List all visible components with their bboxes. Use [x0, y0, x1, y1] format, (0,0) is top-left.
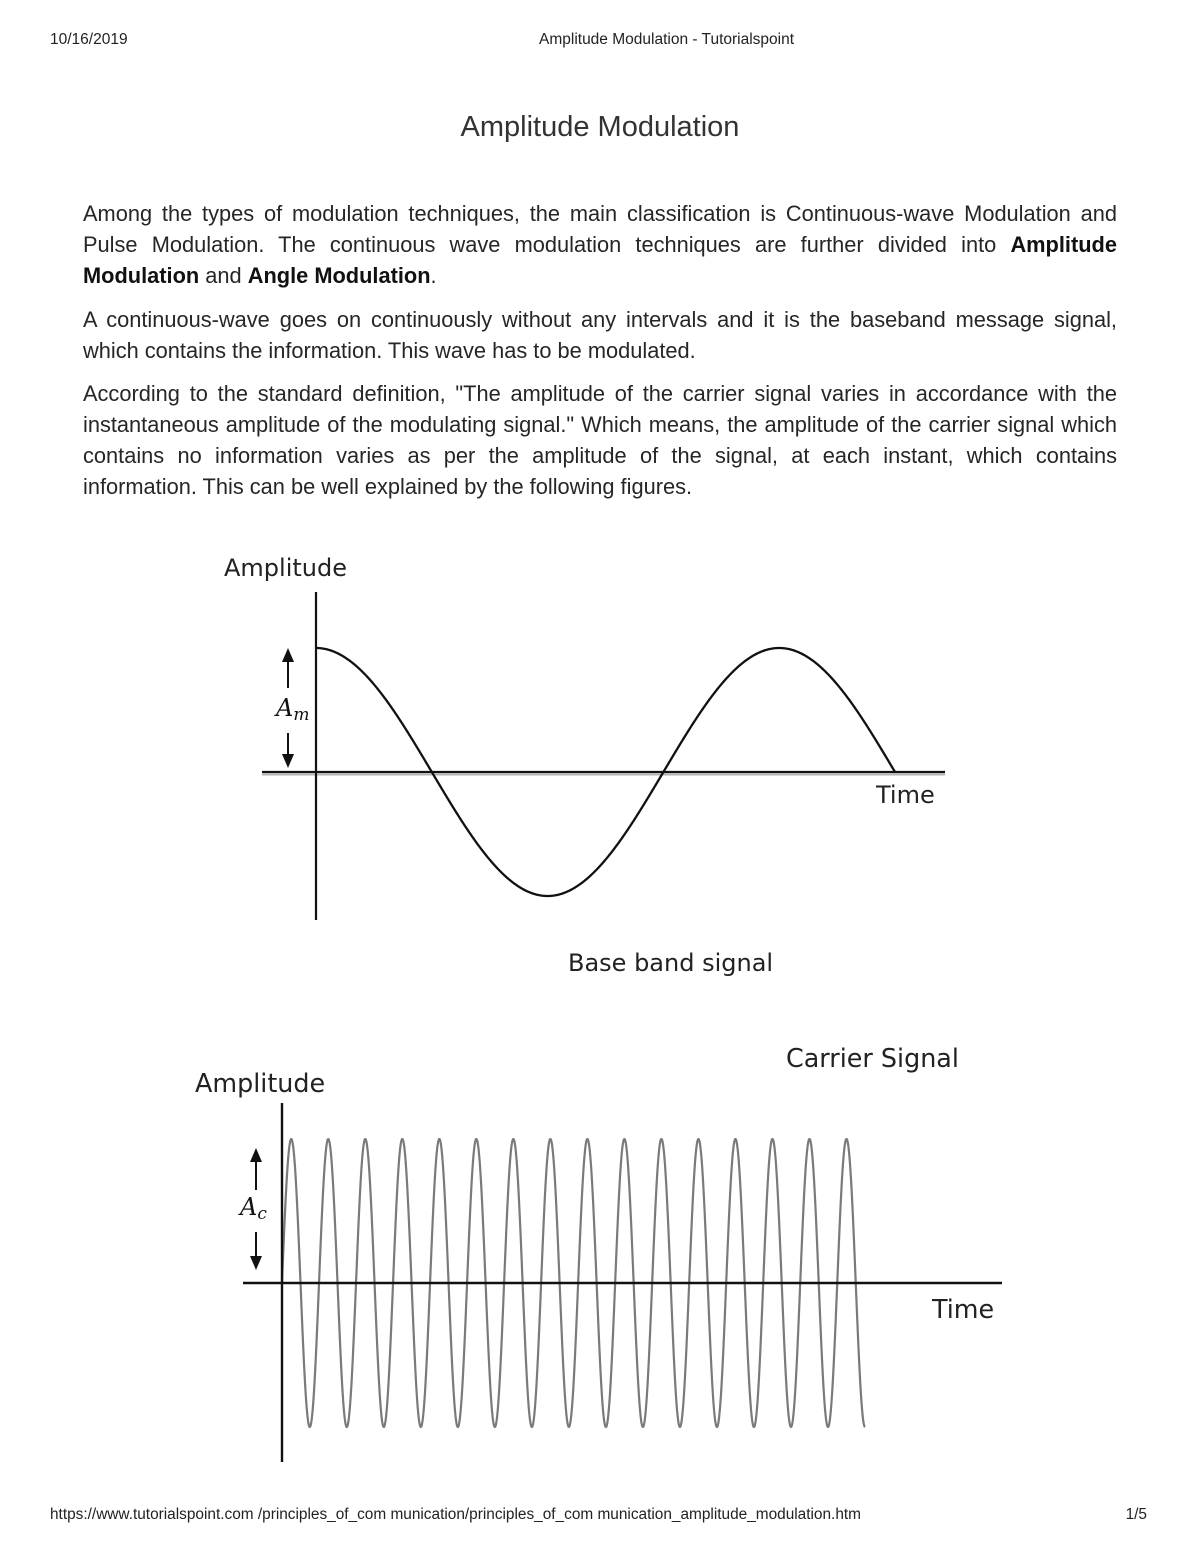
text-run: A continuous-wave goes on continuously without any intervals and it is the baseband message signal, — [83, 306, 1117, 332]
figure-caption: Base band signal — [568, 949, 774, 977]
paragraph-line — [83, 378, 1117, 409]
paragraph-line — [83, 229, 1117, 260]
amplitude-symbol-subscript: c — [257, 1204, 267, 1224]
article-title: Amplitude Modulation — [460, 111, 740, 143]
y-axis-label: Amplitude — [224, 554, 347, 582]
paragraph-line — [83, 409, 1117, 440]
carrier-signal-figure — [0, 1030, 1200, 1470]
amplitude-down-arrow-head — [250, 1256, 262, 1270]
text-run: Pulse Modulation. The continuous wave modulation techniques are further divided into — [83, 232, 1011, 257]
amplitude-down-arrow-head — [282, 754, 294, 768]
amplitude-symbol-letter: A — [276, 694, 294, 722]
text-run: which contains the information. This wave has to be modulated. — [83, 337, 696, 363]
paragraph-3 — [83, 378, 1117, 502]
text-run: and — [199, 263, 248, 288]
amplitude-symbol-am — [274, 694, 309, 725]
paragraph-2 — [83, 304, 1117, 366]
amplitude-up-arrow-head — [250, 1148, 262, 1162]
text-run: information. This can be well explained by the following figures. — [83, 474, 693, 499]
amplitude-up-arrow-head — [282, 648, 294, 662]
article-body — [83, 198, 1117, 515]
amplitude-symbol-ac — [238, 1193, 267, 1224]
paragraph-line — [83, 304, 1117, 335]
text-run: . — [430, 263, 437, 288]
bold-term-modulation: Modulation — [83, 263, 200, 288]
bold-term-angle-modulation: Angle Modulation — [247, 263, 431, 288]
print-date: 10/16/2019 — [50, 31, 128, 48]
paragraph-line — [83, 198, 1117, 229]
amplitude-symbol-subscript: m — [293, 705, 310, 725]
paragraph-1 — [83, 198, 1117, 291]
text-run: contains no information varies as per the amplitude of the signal, at each instant, which contains — [83, 443, 1117, 468]
x-axis-label: Time — [932, 1294, 995, 1324]
text-run: Among the types of modulation techniques, the main classification is Continuous-wave Modulation and — [83, 201, 1117, 226]
print-url: https://www.tutorialspoint.com /principles_of_com munication/principles_of_com munication_amplitude_modulation.htm — [50, 1506, 861, 1523]
y-axis-label: Amplitude — [195, 1068, 326, 1098]
paragraph-line — [83, 335, 1117, 366]
figure-title: Carrier Signal — [786, 1043, 959, 1073]
page-number: 1/5 — [1125, 1506, 1147, 1523]
text-run: According to the standard definition, "The amplitude of the carrier signal varies in accordance with the — [83, 381, 1117, 406]
amplitude-symbol-letter: A — [240, 1193, 258, 1221]
x-axis-label: Time — [876, 781, 935, 809]
paragraph-line — [83, 471, 1117, 502]
paragraph-line — [83, 440, 1117, 471]
bold-term-amplitude: Amplitude — [1010, 232, 1117, 257]
baseband-signal-figure — [0, 540, 1200, 990]
print-page-title: Amplitude Modulation - Tutorialspoint — [539, 31, 795, 48]
text-run: instantaneous amplitude of the modulating signal." Which means, the amplitude of the carrier signal which — [83, 412, 1117, 437]
paragraph-line — [83, 260, 1117, 291]
